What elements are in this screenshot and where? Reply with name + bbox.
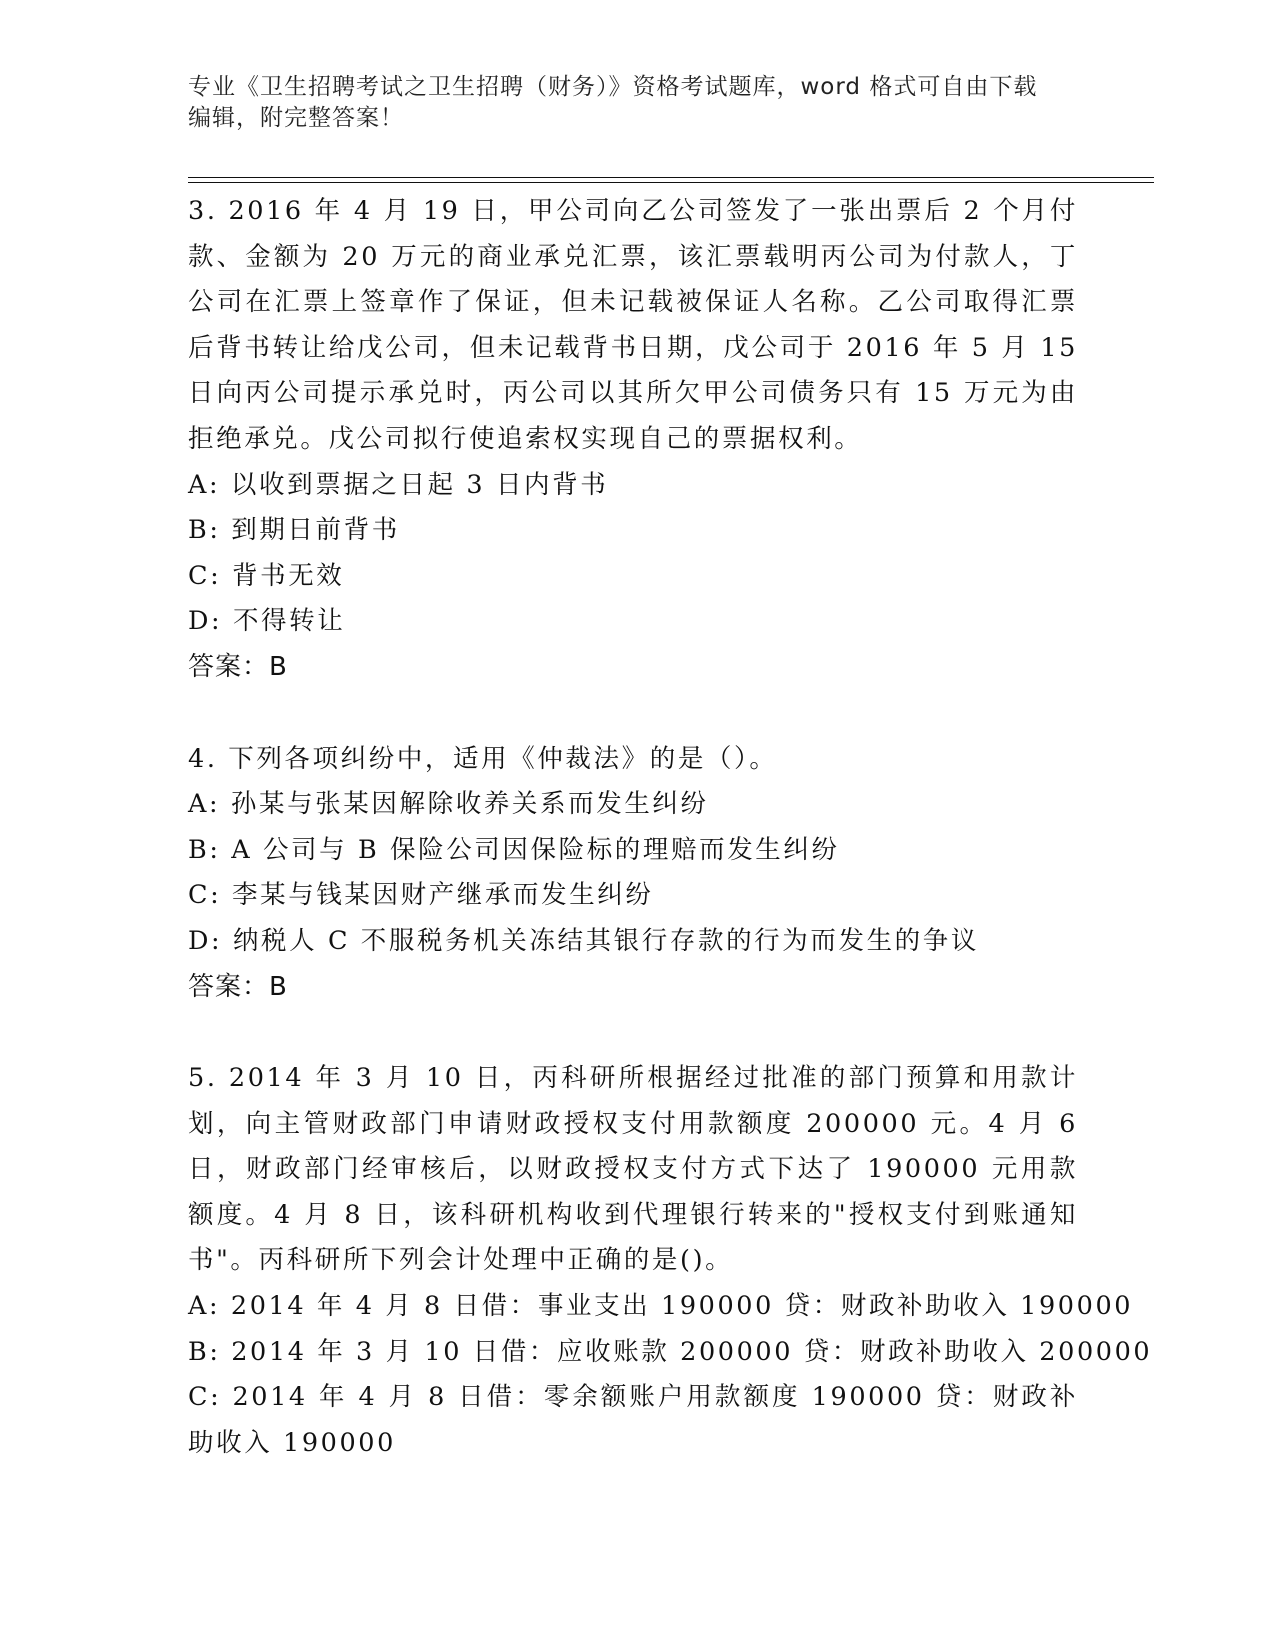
header-line-2: 编辑，附完整答案！ [188, 105, 404, 131]
option-b: B: 到期日前背书 [188, 515, 400, 546]
option-d: D: 纳税人 C 不服税务机关冻结其银行存款的行为而发生的争议 [188, 925, 979, 956]
question-stem: 5. 2014 年 3 月 10 日，丙科研所根据经过批准的部门预算和用款计划，向主管财政部门申请财政授权支付用款额度 200000 元。4 月 6 日，财政部门经审核后，以财政授权支付方式下达了 190000 元用款额度。4 月 8 日，该科研机构收到代理银行转来的"授权支付到账通知书"。丙科研所下列会计处理中正确的是()。 [188, 1063, 1078, 1276]
answer: 答案：B [188, 971, 288, 1002]
header-rule-top [188, 177, 1154, 178]
answer: 答案：B [188, 651, 288, 682]
option-c: C: 李某与钱某因财产继承而发生纠纷 [188, 880, 654, 911]
header-line-1: 专业《卫生招聘考试之卫生招聘（财务）》资格考试题库，word 格式可自由下载 [188, 74, 1038, 100]
question-stem: 4. 下列各项纠纷中，适用《仲裁法》的是（）。 [188, 743, 778, 774]
option-d: D: 不得转让 [188, 606, 346, 637]
option-c: C: 2014 年 4 月 8 日借：零余额账户用款额度 190000 贷：财政补助收入 190000 [188, 1382, 1078, 1458]
option-a: A: 孙某与张某因解除收养关系而发生纠纷 [188, 789, 709, 820]
question-5 [188, 1056, 1153, 1466]
option-b: B: A 公司与 B 保险公司因保险标的理赔而发生纠纷 [188, 834, 840, 865]
option-b: B: 2014 年 3 月 10 日借：应收账款 200000 贷：财政补助收入 200000 [188, 1336, 1153, 1367]
option-a: A: 2014 年 4 月 8 日借：事业支出 190000 贷：财政补助收入 190000 [188, 1291, 1134, 1322]
question-list [188, 189, 1153, 1512]
option-c: C: 背书无效 [188, 560, 345, 591]
question-4 [188, 737, 1078, 1011]
header-rule-bottom [188, 182, 1154, 183]
question-stem: 3. 2016 年 4 月 19 日，甲公司向乙公司签发了一张出票后 2 个月付款、金额为 20 万元的商业承兑汇票，该汇票载明丙公司为付款人，丁公司在汇票上签章作了保证，但未记载被保证人名称。乙公司取得汇票后背书转让给戊公司，但未记载背书日期，戊公司于 2016 年 5 月 15 日向丙公司提示承兑时，丙公司以其所欠甲公司债务只有 15 万元为由拒绝承兑。戊公司拟行使追索权实现自己的票据权利。 [188, 196, 1079, 454]
option-a: A: 以收到票据之日起 3 日内背书 [188, 469, 609, 500]
question-3 [188, 189, 1078, 691]
document-header [188, 72, 1068, 134]
